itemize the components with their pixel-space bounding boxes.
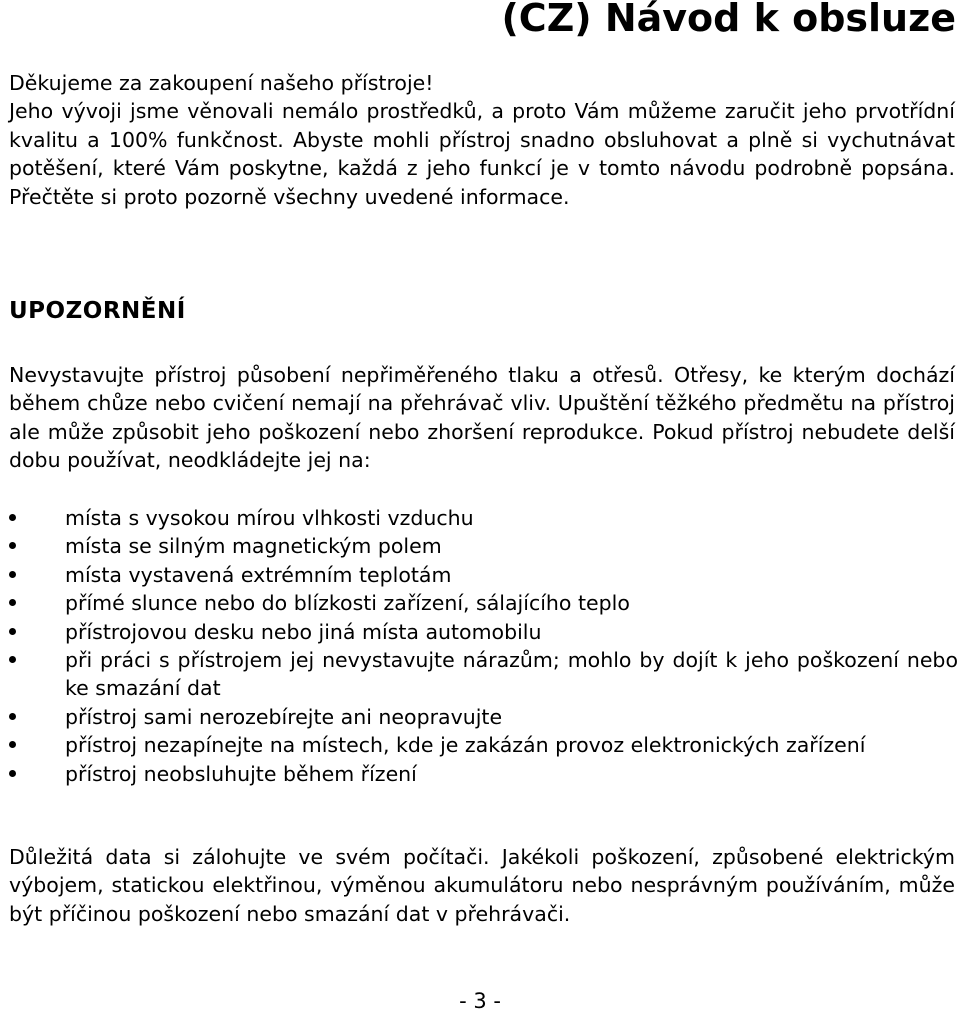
bullet-text: přímé slunce nebo do blízkosti zařízení, sálajícího teplo: [65, 591, 630, 616]
bullet-text: místa se silným magnetickým polem: [65, 534, 442, 559]
page-number: - 3 -: [459, 989, 501, 1013]
bullet-text: místa s vysokou mírou vlhkosti vzduchu: [65, 506, 474, 530]
bullet-dot-icon: [9, 770, 16, 777]
bullet-item: [0, 760, 958, 788]
bullet-item: [0, 561, 958, 589]
bullet-dot-icon: [9, 713, 16, 720]
bullet-item: [0, 731, 958, 759]
bullet-item: [0, 646, 958, 703]
bullet-dot-icon: [9, 542, 16, 549]
backup-paragraph: Důležitá data si zálohujte ve svém počítači. Jakékoli poškození, způsobené elektrickým výbojem, statickou elektřinou, výměnou akumulátoru nebo nesprávným používáním, může být příčinou poškození nebo smazání dat v přehrávači.: [9, 845, 955, 926]
intro-paragraph: [9, 69, 955, 211]
bullet-item: [0, 532, 958, 560]
intro-body-text: Jeho vývoji jsme věnovali nemálo prostředků, a proto Vám můžeme zaručit jeho prvotřídní kvalitu a 100% funkčnost. Abyste mohli přístroj snadno obsluhovat a plně si vychutnávat potěšení, které Vám poskytne, každá z jeho funkcí je v tomto návodu podrobně popsána. Přečtěte si proto pozorně všechny uvedené informace.: [9, 99, 955, 209]
bullet-dot-icon: [9, 571, 16, 578]
bullet-item: [0, 504, 958, 532]
warning-bullet-list: [0, 504, 958, 788]
bullet-text: při práci s přístrojem jej nevystavujte nárazům; mohlo by dojít k jeho poškození nebo ke smazání dat: [65, 648, 958, 701]
bullet-item: [0, 618, 958, 646]
page-title: (CZ) Návod k obsluze: [501, 0, 956, 40]
intro-thanks-line: Děkujeme za zakoupení našeho přístroje!: [9, 71, 434, 95]
bullet-item: [0, 703, 958, 731]
warning-paragraph: Nevystavujte přístroj působení nepřiměřeného tlaku a otřesů. Otřesy, ke kterým dochází během chůze nebo cvičení nemají na přehrávač vliv. Upuštění těžkého předmětu na přístroj ale může způsobit jeho poškození nebo zhoršení reprodukce. Pokud přístroj nebudete delší dobu používat, neodkládejte jej na:: [9, 363, 955, 473]
bullet-dot-icon: [9, 514, 16, 521]
bullet-text: přístroj neobsluhujte během řízení: [65, 761, 417, 786]
bullet-text: přístroj nezapínejte na místech, kde je zakázán provoz elektronických zařízení: [65, 733, 866, 758]
warning-heading: UPOZORNĚNÍ: [9, 298, 186, 324]
bullet-dot-icon: [9, 628, 16, 635]
bullet-text: přístroj sami nerozebírejte ani neopravujte: [65, 704, 503, 729]
bullet-dot-icon: [9, 656, 16, 663]
bullet-dot-icon: [9, 741, 16, 748]
bullet-dot-icon: [9, 599, 16, 606]
bullet-item: [0, 589, 958, 617]
bullet-text: místa vystavená extrémním teplotám: [65, 562, 452, 587]
bullet-text: přístrojovou desku nebo jiná místa automobilu: [65, 619, 542, 644]
